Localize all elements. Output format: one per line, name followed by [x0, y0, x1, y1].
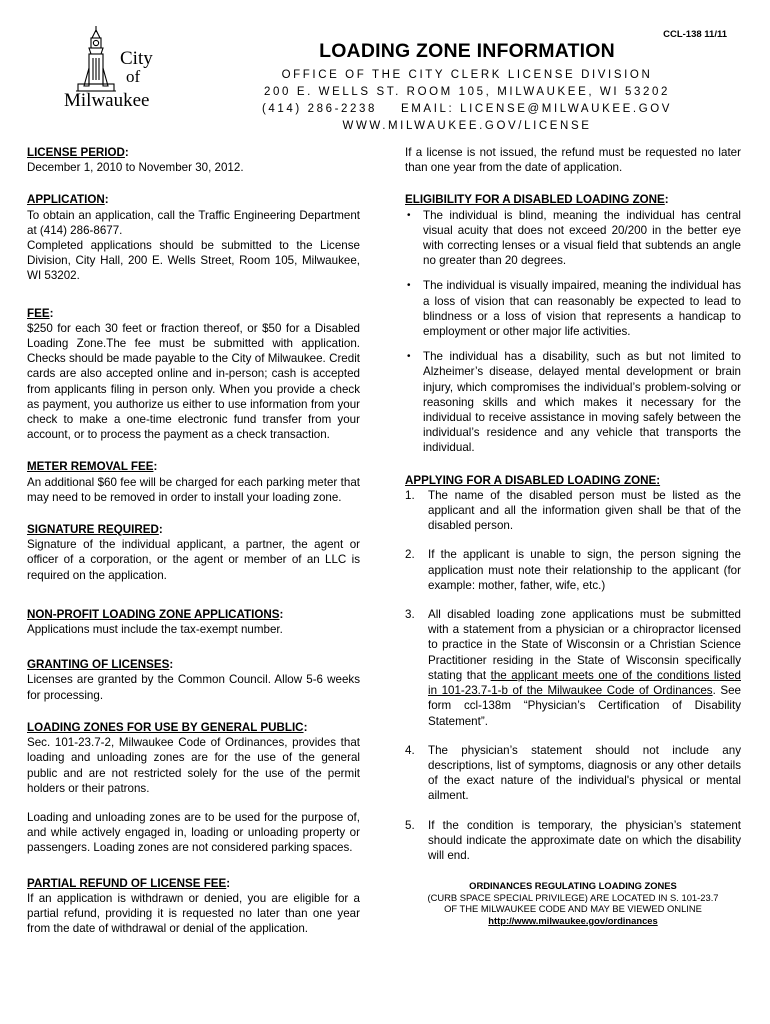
bullet-icon: • [407, 280, 411, 292]
eligibility-item-text: The individual is blind, meaning the individual has central visual acuity that does not exceed 20/200 in the better eye with correcting lenses or a visual field that subtends an angle no greater than 20 degrees. [423, 208, 741, 268]
meter-removal-section: METER REMOVAL FEE: An additional $60 fee will be charged for each parking meter that may need to be removed in order to install your loading zone. [27, 460, 360, 504]
applying-list [405, 488, 741, 863]
granting-heading: GRANTING OF LICENSES [27, 658, 170, 672]
list-item [405, 818, 741, 864]
item-number: 5. [405, 818, 415, 832]
granting-text: Licenses are granted by the Common Council. Allow 5-6 weeks for processing. [27, 673, 360, 702]
application-text-1: To obtain an application, call the Traffic Engineering Department at (414) 286-8677. [27, 208, 360, 237]
fee-section: FEE: $250 for each 30 feet or fraction thereof, or $50 for a Disabled Loading Zone.The fee must be submitted with application. Checks should be made payable to the City of Milwaukee. Credit cards are also accepted online and in-person; cash is accepted from applicants filing in person only. When you provide a check as payment, you authorize us either to use information from your check to make a one-time electronic fund transfer from your account, or to process the payment as a check transaction. [27, 306, 360, 442]
refund-section: PARTIAL REFUND OF LICENSE FEE: If an application is withdrawn or denied, you are eligible for a partial refund, providing it is requested no later than one year from the date of withdrawal or denial of the application. [27, 876, 360, 936]
bullet-icon: • [407, 209, 411, 221]
general-public-text-2: Loading and unloading zones are to be used for the purpose of, and while actively engaged in, loading or unloading property or passengers. Loading zones are not considered parking spaces. [27, 810, 360, 855]
applying-item-text: . See form ccl-138m “Physician’s Certification of Disability Statement”. [428, 684, 742, 728]
list-item [405, 743, 741, 804]
signature-text: Signature of the individual applicant, a partner, the agent or officer of a corporation, or the agent or member of an LLC is required on the application. [27, 538, 360, 582]
right-column [405, 145, 741, 926]
list-item [405, 278, 741, 339]
contact-line [244, 101, 690, 118]
meter-removal-heading: METER REMOVAL FEE [27, 460, 154, 474]
signature-section: SIGNATURE REQUIRED: Signature of the individual applicant, a partner, the agent or officer of a corporation, or the agent or member of an LLC is required on the application. [27, 523, 360, 582]
application-section: APPLICATION: To obtain an application, call the Traffic Engineering Department at (414) 286-8677. Completed applications should be submitted to the License Division, City Hall, 200 E. Wells Street, Room 105, Milwaukee, WI 53202. [27, 193, 360, 283]
meter-removal-text: An additional $60 fee will be charged for each parking meter that may need to be removed in order to install your loading zone. [27, 475, 360, 504]
left-column [27, 145, 360, 953]
granting-section: GRANTING OF LICENSES: Licenses are granted by the Common Council. Allow 5-6 weeks for processing. [27, 658, 360, 702]
logo-milwaukee-text: Milwaukee [64, 90, 150, 108]
applying-item-text: If the applicant is unable to sign, the person signing the application must note their relationship to the applicant (for example: mother, father, wife, etc.) [428, 548, 741, 592]
applying-item-text: The name of the disabled person must be listed as the applicant and all the information given shall be that of the disabled person. [428, 488, 741, 533]
refund-continued-section [405, 145, 741, 175]
item-number: 2. [405, 548, 415, 562]
eligibility-heading: ELIGIBILITY FOR A DISABLED LOADING ZONE [405, 193, 665, 207]
ordinances-line-2: OF THE MILWAUKEE CODE AND MAY BE VIEWED ONLINE [444, 903, 702, 915]
license-period-text: December 1, 2010 to November 30, 2012. [27, 161, 244, 175]
applying-heading: APPLYING FOR A DISABLED LOADING ZONE: [405, 473, 661, 487]
nonprofit-heading: NON-PROFIT LOADING ZONE APPLICATIONS [27, 607, 280, 621]
item-number: 3. [405, 608, 415, 622]
logo-of-text: of [126, 67, 141, 86]
eligibility-item-text: The individual has a disability, such as but not limited to Alzheimer’s disease, delayed mental development or brain injury, which compromises the individual’s problem-solving or reasoning skills and which makes it necessary for the individual to receive assistance in moving safely between the individual’s residence and any vehicle that transports the individual. [423, 350, 741, 455]
list-item [405, 607, 741, 729]
license-period-section: LICENSE PERIOD: December 1, 2010 to November 30, 2012. [27, 145, 360, 175]
refund-heading: PARTIAL REFUND OF LICENSE FEE [27, 876, 227, 890]
code-reference-text: the applicant meets one of the conditions listed in 101-23.7-1-b of the Milwaukee Code of Ordinances [428, 668, 741, 698]
bullet-icon: • [407, 351, 411, 363]
nonprofit-text: Applications must include the tax-exempt number. [27, 623, 283, 637]
applying-item-text: All disabled loading zone applications must be submitted with a statement from a physician or a chiropractor licensed to practice in the State of Wisconsin or a Christian Science Practitioner residing in the State of Wisconsin specifically stating that [428, 608, 741, 682]
signature-heading: SIGNATURE REQUIRED [27, 523, 159, 537]
applying-section [405, 473, 741, 863]
applying-item-text: If the condition is temporary, the physician’s statement should indicate the approximate date on which the disability will end. [428, 818, 741, 862]
form-code: CCL-138 11/11 [663, 29, 727, 40]
ordinances-note [405, 880, 741, 926]
city-of-milwaukee-logo [60, 24, 172, 108]
list-item [405, 488, 741, 534]
office-phone: (414) 286-2238 [261, 103, 377, 115]
eligibility-section: ELIGIBILITY FOR A DISABLED LOADING ZONE: • The individual is blind, meaning the individual has central visual acuity that does not exceed 20/200 in the better eye with correcting lenses or a visual field that subtends an angle no greater than 20 degrees. • The individual is visually impaired, meaning the individual has a loss of vision that can reasonably be expected to lead to blindness or a loss of vision that represents a handicap to employment or other major life activities. • The individual has a disability, such as but not limited to Alzheimer’s disease, delayed mental development or brain injury, which compromises the individual’s problem-solving or reasoning skills and which makes it necessary for the individual to receive assistance in moving safely between the individual’s residence and any vehicle that transports the individual. [405, 193, 741, 455]
general-public-heading: LOADING ZONES FOR USE BY GENERAL PUBLIC [27, 720, 304, 734]
city-hall-tower-icon [60, 24, 172, 108]
applying-item-text: The physician’s statement should not include any descriptions, list of symptoms, diagnosis or any other details of the exact nature of the individual's physical or mental ailment. [428, 743, 741, 803]
application-text-2: Completed applications should be submitted to the License Division, City Hall, 200 E. Wells Street, Room 105, Milwaukee, WI 53202. [27, 239, 360, 283]
refund-text: If an application is withdrawn or denied, you are eligible for a partial refund, providing it is requested no later than one year from the date of withdrawal or denial of the application. [27, 891, 360, 936]
ordinances-link[interactable]: http://www.milwaukee.gov/ordinances [488, 914, 658, 926]
fee-text: $250 for each 30 feet or fraction thereof, or $50 for a Disabled Loading Zone.The fee must be submitted with application. Checks should be made payable to the City of Milwaukee. Credit cards are also accepted online and in-person; cash is accepted from applicants filing in person only. When you provide a check as payment, you authorize us either to use information from your check to make a one-time electronic fund transfer from your account, or to process the payment as a check transaction. [27, 321, 360, 442]
ordinances-title: ORDINANCES REGULATING LOADING ZONES [469, 880, 677, 892]
license-period-heading: LICENSE PERIOD [27, 146, 125, 159]
page-title: LOADING ZONE INFORMATION [319, 40, 615, 62]
list-item [405, 547, 741, 593]
list-item [405, 208, 741, 269]
fee-heading: FEE [27, 306, 50, 320]
list-item [405, 349, 741, 455]
ordinances-line-1: (CURB SPACE SPECIAL PRIVILEGE) ARE LOCATED IN S. 101-23.7 [427, 891, 719, 903]
logo-city-text: City [120, 48, 153, 69]
eligibility-list [405, 208, 741, 456]
page-header [244, 40, 690, 135]
item-number: 1. [405, 488, 415, 502]
office-address: 200 E. WELLS ST. ROOM 105, MILWAUKEE, WI 53202 [264, 86, 670, 98]
eligibility-item-text: The individual is visually impaired, meaning the individual has a loss of vision that can reasonably be expected to lead to blindness or a loss of vision that represents a handicap to employment or other major life activities. [423, 279, 741, 339]
office-email: EMAIL: LICENSE@MILWAUKEE.GOV [400, 103, 673, 115]
item-number: 4. [405, 743, 415, 757]
office-name: OFFICE OF THE CITY CLERK LICENSE DIVISION [281, 69, 653, 81]
office-website: WWW.MILWAUKEE.GOV/LICENSE [342, 120, 592, 132]
general-public-section: LOADING ZONES FOR USE BY GENERAL PUBLIC: Sec. 101-23.7-2, Milwaukee Code of Ordinances, provides that loading and unloading zones are for the use of the general public and are not restricted solely for the use of the permit holders or their patrons. Loading and unloading zones are to be used for the purpose of, and while actively engaged in, loading or unloading property or passengers. Loading zones are not considered parking spaces. [27, 720, 360, 855]
refund-continued-text: If a license is not issued, the refund must be requested no later than one year from the date of application. [405, 146, 741, 175]
nonprofit-section: NON-PROFIT LOADING ZONE APPLICATIONS: Applications must include the tax-exempt number. [27, 607, 360, 637]
application-heading: APPLICATION [27, 193, 105, 207]
general-public-text-1: Sec. 101-23.7-2, Milwaukee Code of Ordinances, provides that loading and unloading zones are for the use of the general public and are not restricted solely for the use of the permit holders or their patrons. [27, 736, 360, 795]
